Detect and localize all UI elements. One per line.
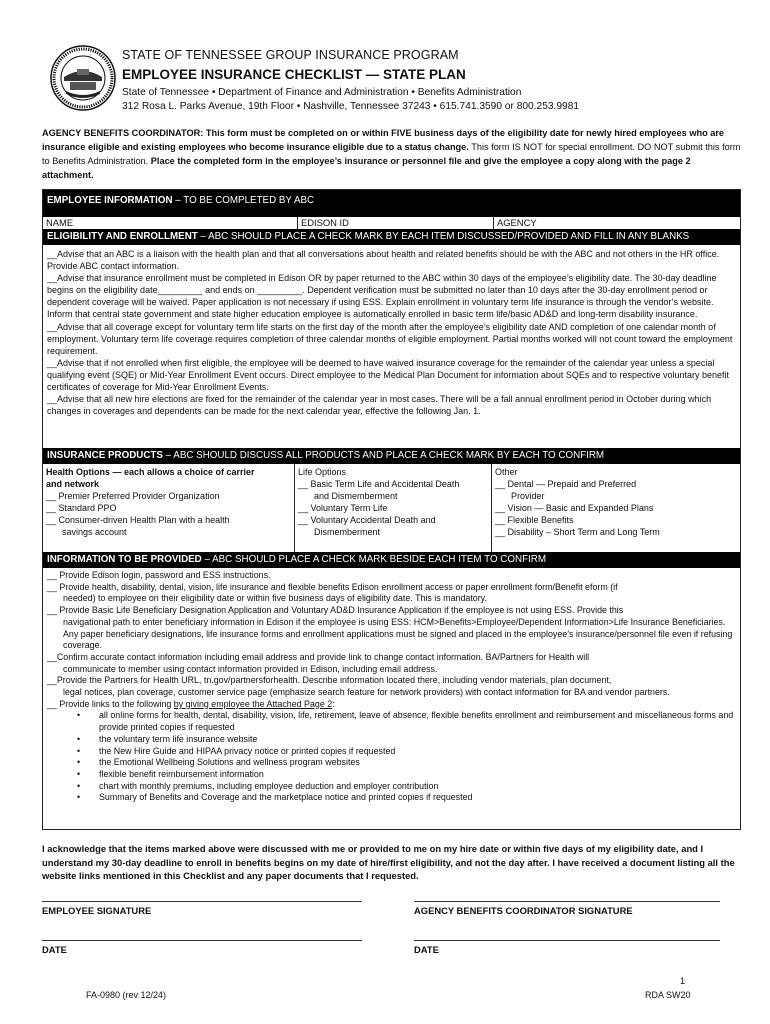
bullet-item: • the voluntary term life insurance website (77, 734, 736, 746)
other-option-item-cont: Provider (511, 491, 545, 502)
eligibility-item[interactable]: __Advise that if not enrolled when first eligible, the employee will be deemed to have waived insurance coverage for the remainder of the calendar year unless a special qualifying event (SQE) or Mid-Year Enrollment Event occurs. Direct employee to the Medical Plan Document for information about SQEs and to respective voluntary benefit certificates of coverage for Mid-Year Enrollment Events. (47, 357, 730, 393)
info-item[interactable]: __Provide the Partners for Health URL, tn.gov/partnersforhealth. Describe information located there, including vendor materials, plan document, (47, 675, 612, 686)
agency-field[interactable] (494, 217, 740, 229)
form-number: FA-0980 (rev 12/24) (86, 990, 167, 1000)
form-title: EMPLOYEE INSURANCE CHECKLIST — STATE PLAN (122, 67, 466, 82)
other-option-item[interactable]: __ Dental — Prepaid and Preferred (495, 479, 637, 490)
info-item[interactable]: __ Provide Basic Life Beneficiary Designation Application and Voluntary AD&D Insurance Application if the employee is not using ESS. Provide this (47, 605, 624, 616)
info-item[interactable]: __ Provide Edison login, password and ESS instructions. (47, 570, 271, 580)
bullet-item: • chart with monthly premiums, including employee deduction and employer contribution (77, 781, 736, 793)
employee-info-title: EMPLOYEE INFORMATION (47, 195, 173, 206)
employee-date-label: DATE (42, 944, 67, 955)
products-title: INSURANCE PRODUCTS (47, 450, 163, 461)
life-options-column (295, 464, 492, 552)
other-option-item[interactable]: __ Disability – Short Term and Long Term (495, 527, 660, 538)
bullet-item: • the New Hire Guide and HIPAA privacy notice or printed copies if requested (77, 746, 736, 758)
information-provided-bar (43, 552, 740, 568)
health-option-item[interactable]: __ Standard PPO (46, 503, 117, 514)
life-option-item[interactable]: __ Voluntary Term Life (298, 503, 388, 514)
health-option-item-cont: savings account (62, 527, 127, 538)
instructions-bold-2: Place the completed form in the employee’s insurance or personnel file and give the employee a copy along with the page 2 attachment. (42, 156, 691, 180)
employee-acknowledgement: I acknowledge that the items marked above were discussed with me or provided to me on my hire date or within five days of my eligibility date, and I understand my 30-day deadline to enroll in benefits begins on my date of hire/first eligibility, and not the day after. I have received a document listing all the website links mentioned in this Checklist and any paper documents that I requested. (42, 843, 735, 881)
agency-label: AGENCY (497, 217, 537, 228)
insurance-products-grid (43, 464, 740, 552)
other-options-column (492, 464, 740, 552)
info-item-cont: communicate to member using contact information provided in Edison, including email address. (63, 663, 438, 674)
eligibility-item[interactable]: __Advise that all new hire elections are fixed for the remainder of the calendar year in most cases. There will be a fall annual enrollment period in October during which changes in coverages and dependents can be made for the next calendar year, effective the following Jan. 1. (47, 394, 712, 417)
eligibility-items (43, 245, 740, 448)
life-option-item[interactable]: __ Basic Term Life and Accidental Death (298, 479, 460, 490)
tennessee-state-seal (50, 45, 116, 111)
employee-signature-label: EMPLOYEE SIGNATURE (42, 905, 152, 916)
links-item-text: __ Provide links to the following (47, 698, 174, 709)
life-option-item-cont: and Dismemberment (314, 491, 398, 502)
life-options-heading: Life Options (298, 467, 347, 477)
program-name: STATE OF TENNESSEE GROUP INSURANCE PROGRAM (122, 48, 459, 62)
instructions-plain: This form IS NOT for special enrollment. DO NOT submit this form to Benefits Administration. (42, 142, 741, 166)
edison-id-label: EDISON ID (301, 217, 349, 228)
eligibility-note: – ABC SHOULD PLACE A CHECK MARK BY EACH ITEM DISCUSSED/PROVIDED AND FILL IN ANY BLANKS (197, 231, 690, 242)
products-note: – ABC SHOULD DISCUSS ALL PRODUCTS AND PLACE A CHECK MARK BY EACH TO CONFIRM (162, 450, 605, 461)
insurance-products-bar (43, 448, 740, 464)
page-number: 1 (680, 976, 686, 986)
info-item-links[interactable] (47, 699, 736, 711)
instructions-bold-1: This form must be completed on or within FIVE business days of the eligibility date for newly hired employees who are insurance eligible and existing employees who become insurance eligible due to a status change. (42, 128, 725, 152)
info-note: – ABC SHOULD PLACE A CHECK MARK BESIDE EACH ITEM TO CONFIRM (201, 554, 547, 565)
health-option-item[interactable]: __ Premier Preferred Provider Organization (46, 491, 220, 502)
attached-page-2-link[interactable]: by giving employee the Attached Page 2 (173, 698, 333, 709)
links-item-colon: : (332, 698, 335, 709)
bullet-item: • flexible benefit reimbursement information (77, 769, 736, 781)
info-item-cont: navigational path to enter beneficiary information in Edison if the employee is using ESS: HCM>Benefits>Employee/Dependent Information>Life Insurance Beneficiaries. Any paper beneficiary designations, life insurance forms and enrollment applications must be signed and placed in the employee’s insurance/personnel file even if refusing coverage. (63, 616, 733, 651)
info-item[interactable]: __ Provide health, disability, dental, vision, life insurance and flexible benefits Edison enrollment access or paper enrollment form/Benefit eform (if (47, 581, 618, 592)
address-line: 312 Rosa L. Parks Avenue, 19th Floor • Nashville, Tennessee 37243 • 615.741.3590 or 800.253.9981 (122, 101, 580, 112)
employee-info-fields (43, 217, 740, 229)
employee-date-line[interactable] (42, 940, 362, 941)
info-item-cont: needed) to employee on their eligibility date or within five business days of eligibility date. This is mandatory. (63, 593, 487, 604)
info-item-cont: legal notices, plan coverage, customer service page (emphasize search feature for network providers) with contact information for BA and vendor partners. (63, 687, 670, 698)
form-header (122, 48, 742, 114)
information-items (43, 568, 740, 804)
eligibility-title: ELIGIBILITY AND ENROLLMENT (47, 231, 198, 242)
department-line: State of Tennessee • Department of Finance and Administration • Benefits Administration (122, 87, 522, 98)
eligibility-bar (43, 229, 740, 245)
rda-number: RDA SW20 (645, 990, 691, 1000)
employee-info-note: – TO BE COMPLETED BY ABC (172, 195, 315, 206)
abc-signature-line[interactable] (414, 901, 720, 902)
eligibility-item[interactable]: __Advise that all coverage except for voluntary term life starts on the first day of the month after the employee’s eligibility date AND completion of one calendar month of employment. Voluntary term life coverage requires completion of three calendar months of eligible employment. Partial months worked will not count toward the employment requirement. (47, 321, 733, 356)
instructions-lead: AGENCY BENEFITS COORDINATOR: (42, 128, 204, 138)
health-option-item[interactable]: __ Consumer-driven Health Plan with a health (46, 515, 230, 526)
links-bullet-list (47, 710, 736, 804)
other-options-heading: Other (495, 467, 518, 477)
bullet-item: • all online forms for health, dental, disability, vision, life, retirement, leave of absence, flexible benefits enrollment and reimbursement and miscellaneous forms and provide printed copies if requested (77, 710, 736, 733)
checklist-box (42, 189, 741, 830)
abc-signature-label: AGENCY BENEFITS COORDINATOR SIGNATURE (414, 905, 633, 916)
bullet-item: • the Emotional Wellbeing Solutions and wellness program websites (77, 757, 736, 769)
bullet-item: • Summary of Benefits and Coverage and the marketplace notice and printed copies if requested (77, 792, 736, 804)
health-options-heading: Health Options — each allows a choice of carrier (46, 467, 255, 477)
life-option-item[interactable]: __ Voluntary Accidental Death and (298, 515, 436, 526)
employee-info-bar (43, 190, 740, 217)
life-option-item-cont: Dismemberment (314, 527, 381, 538)
info-item[interactable]: __Confirm accurate contact information including email address and provide link to change contact information. BA/Partners for Health will (47, 651, 590, 662)
info-title: INFORMATION TO BE PROVIDED (47, 554, 202, 565)
other-option-item[interactable]: __ Vision — Basic and Expanded Plans (495, 503, 654, 514)
name-field[interactable] (43, 217, 298, 229)
other-option-item[interactable]: __ Flexible Benefits (495, 515, 574, 526)
eligibility-item[interactable]: __Advise that insurance enrollment must be completed in Edison OR by paper returned to the ABC within 30 days of the employee’s eligibility date. The 30-day deadline begins on the eligibility date_________ and ends on _________. Dependent verification must be submitted no later than 10 days after the 30-day enrollment period or dependent coverage will be waived. Paper application is not necessary if using ESS. Explain enrollment in voluntary term life insurance is through the vendor’s website. Inform that central state government and state higher education employee is automatically enrolled in basic term life/basic AD&D and long-term disability insurance. (47, 273, 717, 320)
health-options-heading-cont: and network (46, 479, 100, 490)
health-options-column (43, 464, 295, 552)
edison-id-field[interactable] (298, 217, 494, 229)
name-label: NAME (46, 217, 74, 228)
coordinator-instructions (42, 126, 742, 182)
employee-signature-line[interactable] (42, 901, 362, 902)
eligibility-item[interactable]: __Advise that an ABC is a liaison with the health plan and that all conversations about health and related benefits should be with the ABC and not others in the HR office. Provide ABC contact information. (47, 249, 720, 272)
abc-date-line[interactable] (414, 940, 720, 941)
abc-date-label: DATE (414, 944, 439, 955)
